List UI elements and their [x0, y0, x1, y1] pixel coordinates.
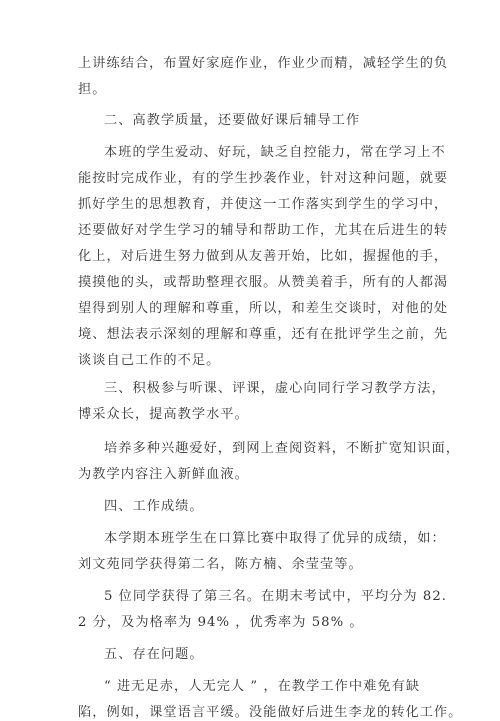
paragraph-line: 上讲练结合，布置好家庭作业，作业少而精，减轻学生的负 [78, 56, 449, 71]
paragraph-line: 本班的学生爱动、好玩，缺乏自控能力，常在学习上不 [104, 145, 446, 160]
paragraph-line: 望得到别人的理解和尊重，所以，和差生交谈时，对他的处 [78, 301, 449, 316]
paragraph-line: 培养多种兴趣爱好，到网上查阅资料，不断扩宽知识面， [104, 441, 460, 456]
section-heading: 五、存在问题。 [104, 647, 204, 662]
paragraph-line: 能按时完成作业，有的学生抄袭作业，针对这种问题，就要 [78, 171, 449, 186]
paragraph-line: 谈谈自己工作的不足。 [78, 353, 221, 368]
paragraph-line: 化上，对后进生努力做到从友善开始，比如，握握他的手， [78, 249, 449, 264]
paragraph-line: 博采众长，提高教学水平。 [78, 407, 249, 422]
paragraph-line: 抓好学生的思想教育，并使这一工作落实到学生的学习中， [78, 197, 449, 212]
paragraph-line: 为教学内容注入新鲜血液。 [78, 467, 249, 482]
paragraph-line: 担。 [78, 82, 107, 97]
section-heading: 四、工作成绩。 [104, 499, 204, 514]
paragraph-line: 还要做好对学生学习的辅导和帮助工作，尤其在后进生的转 [78, 223, 449, 238]
paragraph-line: 摸摸他的头，或帮助整理衣服。从赞美着手，所有的人都渴 [78, 275, 449, 290]
paragraph-line: “ 进无足赤，人无完人 ” ，在教学工作中难免有缺 [104, 679, 421, 694]
paragraph-line: 陷，例如，课堂语言平缓。没能做好后进生李龙的转化工作。 [78, 705, 463, 720]
section-heading: 三、积极参与听课、评课，虚心向同行学习教学方法， [104, 381, 446, 396]
paragraph-line: 境、想法表示深刻的理解和尊重，还有在批评学生之前，先 [78, 327, 449, 342]
paragraph-line: 刘文苑同学获得第二名，陈方楠、余莹莹等。 [78, 557, 363, 572]
paragraph-line: 本学期本班学生在口算比赛中取得了优异的成绩，如： [104, 531, 446, 546]
paragraph-line: 5 位同学获得了第三名。在期末考试中，平均分为 82. [104, 589, 448, 604]
paragraph-line: 2 分，及为格率为 94% ，优秀率为 58% 。 [78, 615, 364, 630]
section-heading: 二、高教学质量，还要做好课后辅导工作 [104, 113, 361, 128]
